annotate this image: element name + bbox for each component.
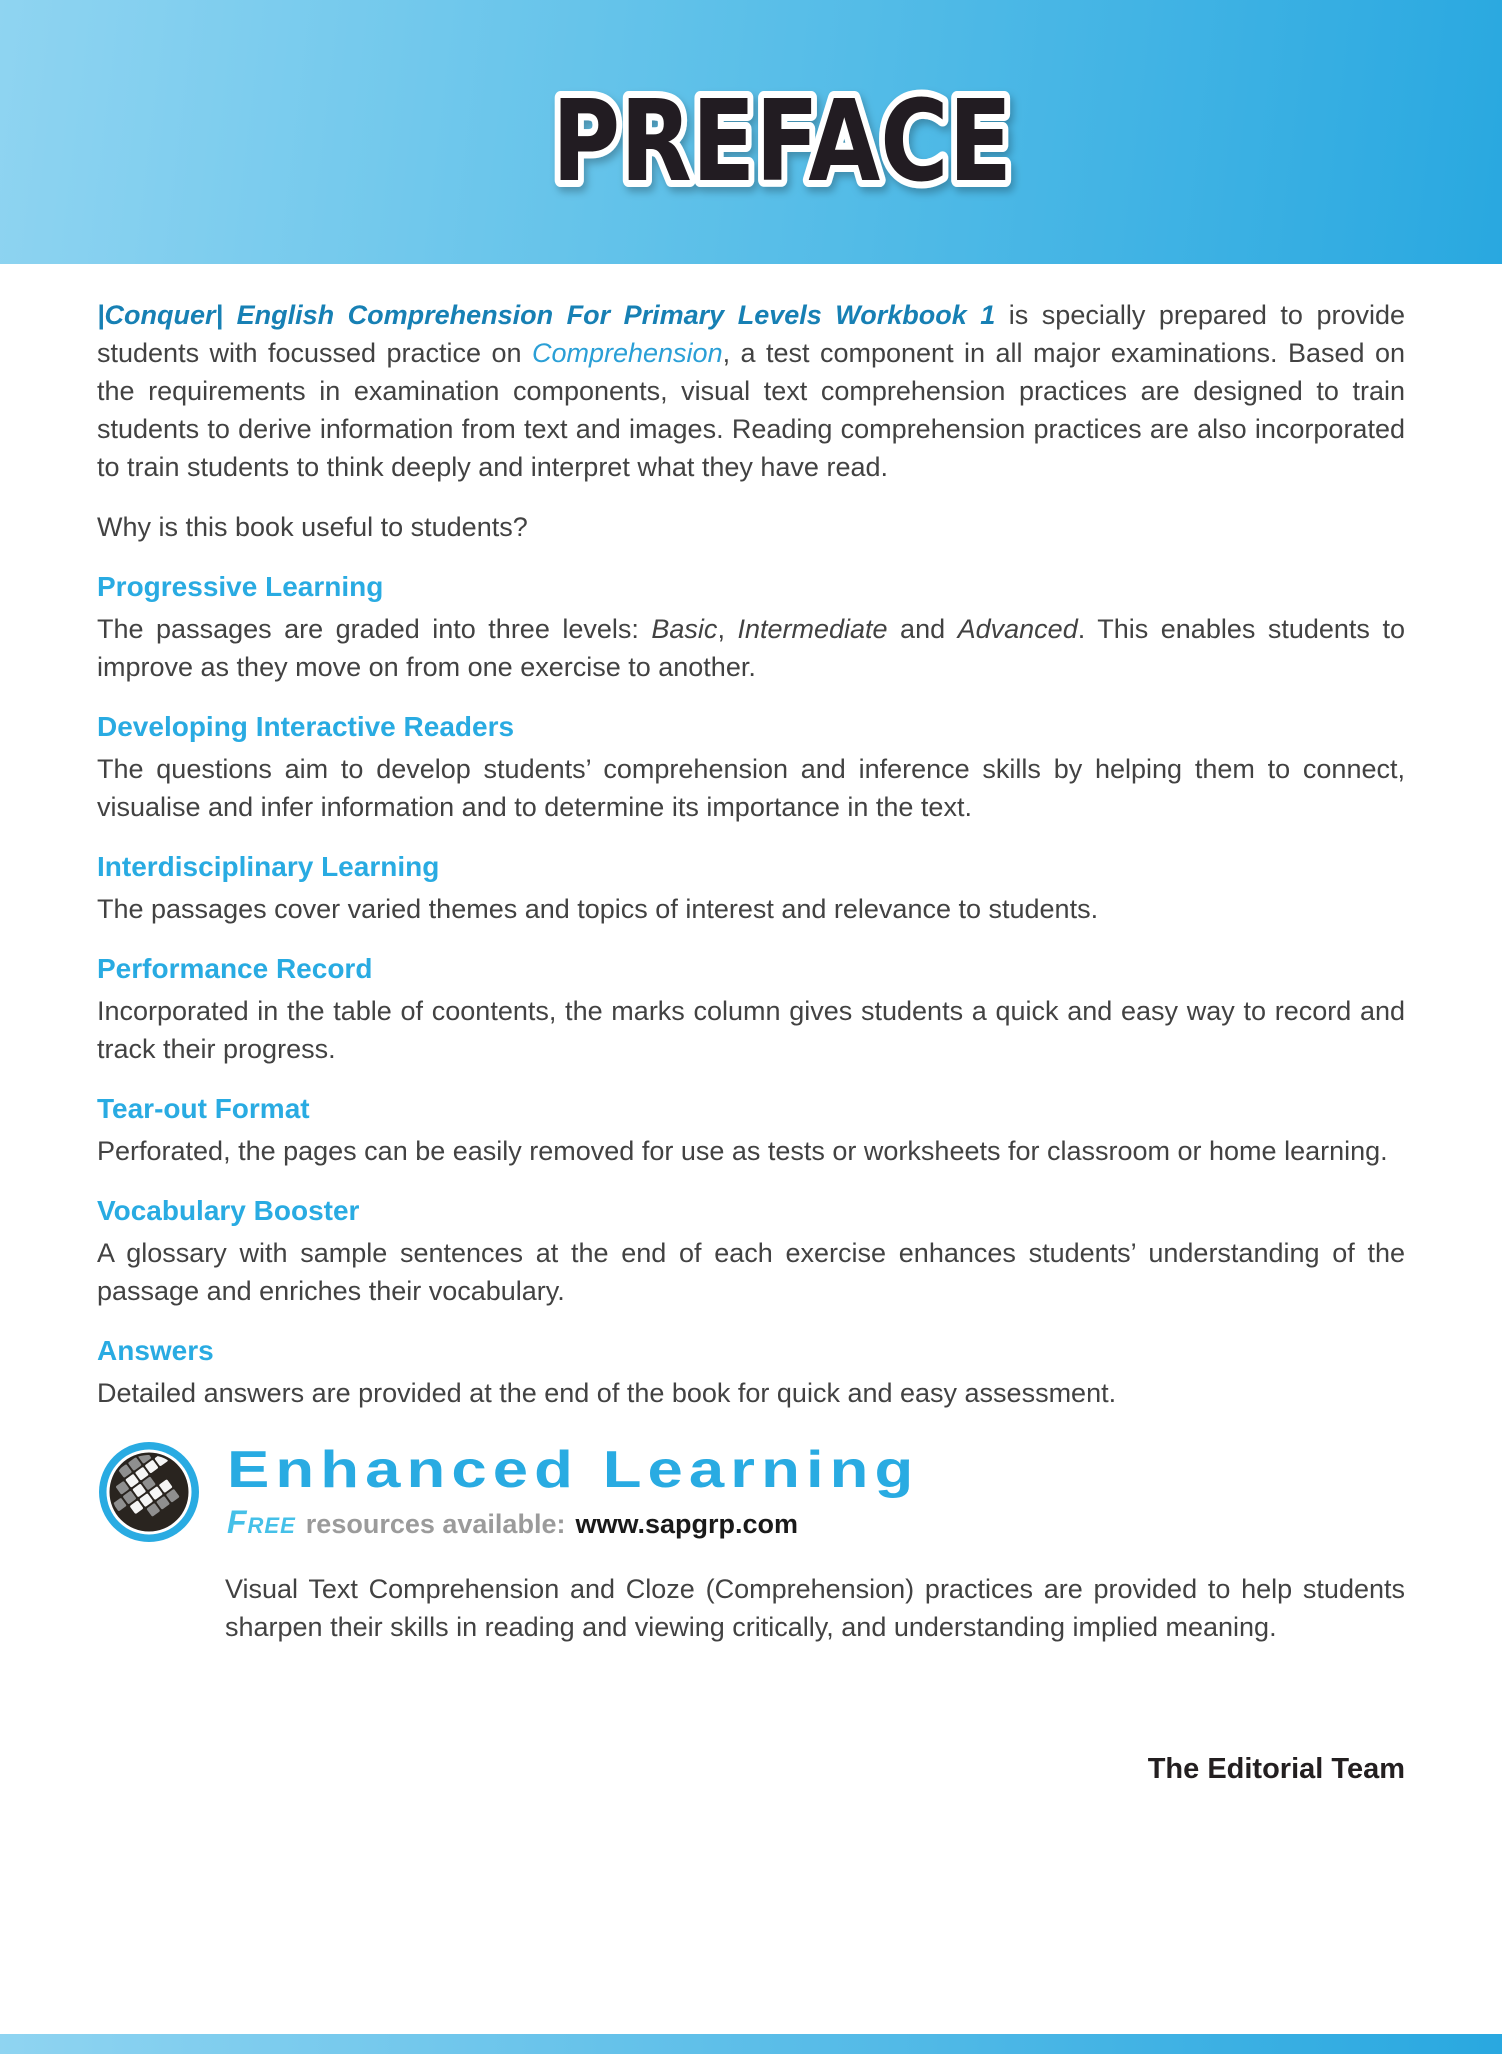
enhanced-learning-subtitle [227,1505,798,1541]
enhanced-learning-title: Enhanced Learning [227,1440,920,1499]
section-performance-record [97,952,1405,1068]
section-body: Detailed answers are provided at the end of the book for quick and easy assessment. [97,1378,1117,1408]
intro-paragraph: |Conquer| English Comprehension For Primary Levels Workbook 1 is specially prepared to provide students with focussed practice on Comprehension, a test component in all major examinations. Based on the requirements in examination components, visual text comprehension practices are designed to train students to derive information from text and images. Reading comprehension practices are also incorporated to train students to think deeply and interpret what they have read. [97,300,1406,482]
enhanced-learning-logo [97,1440,201,1544]
section-heading: Progressive Learning [97,571,384,602]
page-title-art [0,0,1502,264]
section-body: A glossary with sample sentences at the end of each exercise enhances students’ understanding of the passage and enriches their vocabulary. [97,1238,1405,1306]
resources-label: resources available: [305,1509,566,1540]
section-heading: Interdisciplinary Learning [97,851,440,882]
section-tear-out-format [97,1092,1405,1170]
section-body: The passages are graded into three levels: Basic, Intermediate and Advanced. This enables students to improve as they move on from one exercise to another. [97,614,1405,682]
section-progressive-learning [97,570,1405,686]
section-heading: Developing Interactive Readers [97,711,515,742]
enhanced-learning-block [97,1440,1405,1544]
section-heading: Performance Record [97,953,373,984]
section-heading: Vocabulary Booster [97,1195,360,1226]
section-body: The passages cover varied themes and topics of interest and relevance to students. [97,894,1099,924]
website-url: www.sapgrp.com [575,1509,798,1540]
section-interdisciplinary-learning [97,850,1405,928]
section-heading: Tear-out Format [97,1093,310,1124]
footer-band [0,2034,1502,2054]
section-heading: Answers [97,1335,214,1366]
free-label: Free [227,1504,296,1541]
section-body: The questions aim to develop students’ comprehension and inference skills by helping them to connect, visualise and infer information and to determine its importance in the text. [97,754,1405,822]
section-body: Perforated, the pages can be easily removed for use as tests or worksheets for classroom or home learning. [97,1136,1388,1166]
enhanced-description: Visual Text Comprehension and Cloze (Comprehension) practices are provided to help students sharpen their skills in reading and viewing critically, and understanding implied meaning. [225,1574,1405,1642]
question-line: Why is this book useful to students? [97,512,528,542]
page-header [0,0,1502,264]
section-vocabulary-booster [97,1194,1405,1310]
section-body: Incorporated in the table of coontents, the marks column gives students a quick and easy way to record and track their progress. [97,996,1405,1064]
content [0,296,1502,1788]
page-title: PREFACE [552,77,1012,207]
section-answers [97,1334,1405,1412]
editorial-team-signature: The Editorial Team [1147,1753,1405,1785]
section-developing-interactive-readers [97,710,1405,826]
